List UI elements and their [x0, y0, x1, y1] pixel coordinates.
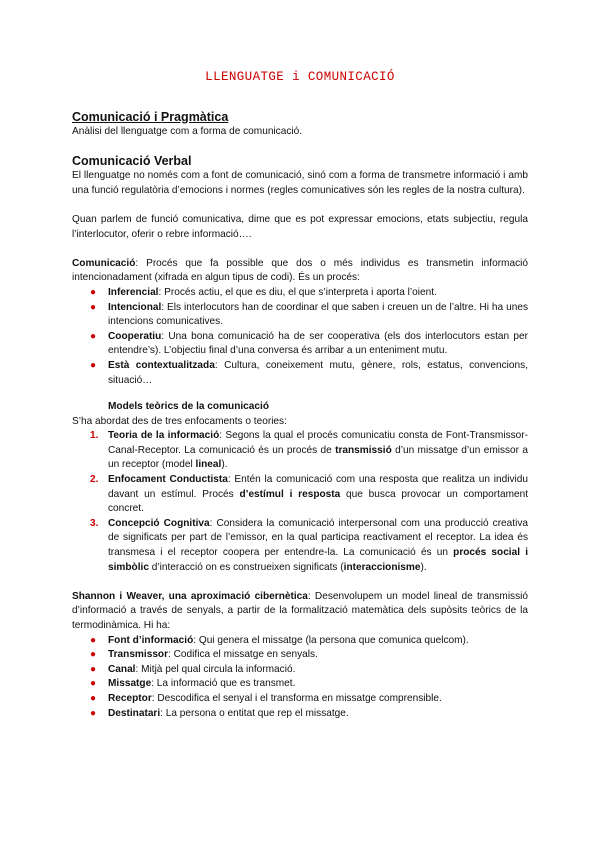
- bullet-text: : La informació que es transmet.: [151, 678, 296, 690]
- list-item: [90, 429, 528, 473]
- heading-comunicacio-verbal: Comunicació Verbal: [72, 154, 192, 169]
- section2-para1: El llenguatge no només com a font de comunicació, sinó com a forma de transmetre informació i amb una funció regulatòria d’emocions i normes (regles comunicatives són les regles de la nostra cultura).: [72, 170, 528, 196]
- bullet-icon: ●: [90, 649, 97, 661]
- bullet-text: : Qui genera el missatge (la persona que comunica quelcom).: [193, 634, 469, 646]
- list-item: [90, 634, 528, 649]
- bullet-term: Inferencial: [108, 286, 159, 298]
- comunicacio-definition: [72, 257, 528, 286]
- list-item: [90, 359, 528, 388]
- list-item: [90, 473, 528, 517]
- bullet-text: : Una bona comunicació ha de ser cooperativa (els dos interlocutors estan per entendre’s). L’objectiu final d’una conversa és arribar a un enteniment mutu.: [108, 330, 528, 357]
- list-item: [90, 330, 528, 359]
- bullet-icon: ●: [90, 330, 97, 342]
- heading-models-teorics: Models teòrics de la comunicació: [108, 401, 269, 413]
- section1-text: Anàlisi del llenguatge com a forma de comunicació.: [72, 125, 303, 137]
- bullet-term: Canal: [108, 663, 136, 675]
- shannon-text: : Desenvolupem un model lineal de transmissió d’informació a través de senyals, a partir de la formalització matemàtica dels supòsits teòrics de la termodinàmica. Hi ha:: [72, 590, 529, 631]
- list-item: [90, 692, 528, 707]
- item-text: : Segons la qual el procés comunicatiu consta de Font-Transmissor-Canal-Receptor. La comunicació és un procés de: [108, 430, 528, 456]
- item-text: : Entén la comunicació com una resposta que realitza un individu davant un estímul. Procés: [108, 474, 528, 500]
- bullet-text: : Procés actiu, el que es diu, el que s’interpreta i aporta l’oient.: [158, 286, 437, 298]
- item-bold: d’estímul i resposta: [239, 488, 341, 500]
- list-item: [90, 301, 528, 330]
- bullet-icon: ●: [90, 634, 97, 646]
- item-number: 1.: [90, 430, 99, 442]
- definition-term: Comunicació: [72, 257, 136, 269]
- item-text: d’un missatge d’un emissor a un receptor (model: [108, 444, 528, 471]
- models-intro: S’ha abordat des de tres enfocaments o teories:: [72, 415, 287, 427]
- list-item: [90, 648, 528, 663]
- bullet-term: Font d’informació: [108, 634, 194, 646]
- bullet-text: : Descodifica el senyal i el transforma en missatge comprensible.: [151, 692, 442, 704]
- bullet-term: Transmissor: [108, 649, 169, 661]
- bullet-text: : Els interlocutors han de coordinar el que saben i creuen un de l’altre. Hi ha unes intencions comunicatives.: [108, 301, 528, 328]
- bullet-icon: ●: [90, 663, 97, 675]
- item-text: ).: [221, 459, 228, 471]
- bullet-text: : Cultura, coneixement mutu, gènere, rols, estatus, convencions, situació…: [108, 359, 528, 386]
- bullet-term: Està contextualitzada: [108, 359, 215, 371]
- bullet-term: Intencional: [108, 301, 162, 313]
- shannon-term: Shannon i Weaver, una aproximació cibernètica: [72, 590, 308, 602]
- list-item: [90, 677, 528, 692]
- list-item: [90, 707, 528, 722]
- item-text: que busca provocar un comportament concret.: [108, 488, 529, 515]
- item-text: ).: [420, 561, 427, 573]
- bullet-term: Destinatari: [108, 707, 161, 719]
- bullet-text: : Codifica el missatge en senyals.: [168, 649, 318, 661]
- item-bold: transmissió: [335, 444, 392, 456]
- section2-para2: Quan parlem de funció comunicativa, dime que es pot expressar emocions, etats subjectiu, regula l’interlocutor, oferir o rebre informació….: [72, 213, 528, 240]
- item-text: : Considera la comunicació interpersonal com una producció creativa de significats per part de l’emissor, en la qual participa reactivament el receptor. La idea és transmesa i el receptor coopera per entendre-la. La comunicació és un: [108, 517, 528, 559]
- item-term: Teoria de la informació: [108, 430, 220, 442]
- bullet-text: : Mitjà pel qual circula la informació.: [135, 663, 296, 675]
- shannon-bullet-list: [90, 634, 528, 722]
- bullet-term: Missatge: [108, 678, 152, 690]
- bullet-icon: ●: [90, 301, 97, 313]
- definition-text: : Procés que fa possible que dos o més individus es transmetin informació intencionadament (xifrada en algun tipus de codi). És un procés:: [72, 257, 528, 284]
- shannon-paragraph: [72, 590, 528, 634]
- item-bold: interaccionisme: [343, 561, 421, 573]
- document-title: LLENGUATGE i COMUNICACIÓ: [205, 70, 395, 84]
- item-text: d’interacció on es construeixen significats (: [148, 561, 344, 573]
- list-item: [90, 663, 528, 678]
- bullet-term: Receptor: [108, 692, 152, 704]
- models-numbered-list: [90, 429, 528, 575]
- bullet-icon: ●: [90, 692, 97, 704]
- item-number: 2.: [90, 474, 99, 486]
- heading-comunicacio-pragmatica: Comunicació i Pragmàtica: [72, 109, 229, 124]
- item-bold: lineal: [195, 459, 222, 471]
- item-term: Enfocament Conductista: [108, 474, 228, 486]
- item-number: 3.: [90, 517, 99, 529]
- bullet-icon: ●: [90, 678, 97, 690]
- bullet-term: Cooperatiu: [108, 330, 162, 342]
- bullet-text: : La persona o entitat que rep el missatge.: [160, 707, 349, 719]
- item-bold: procés social i simbòlic: [108, 547, 528, 573]
- item-term: Concepció Cognitiva: [108, 517, 210, 529]
- process-bullet-list: [90, 286, 528, 388]
- bullet-icon: ●: [90, 359, 97, 371]
- bullet-icon: ●: [90, 707, 97, 719]
- list-item: [90, 286, 528, 301]
- bullet-icon: ●: [90, 286, 97, 298]
- list-item: [90, 517, 528, 575]
